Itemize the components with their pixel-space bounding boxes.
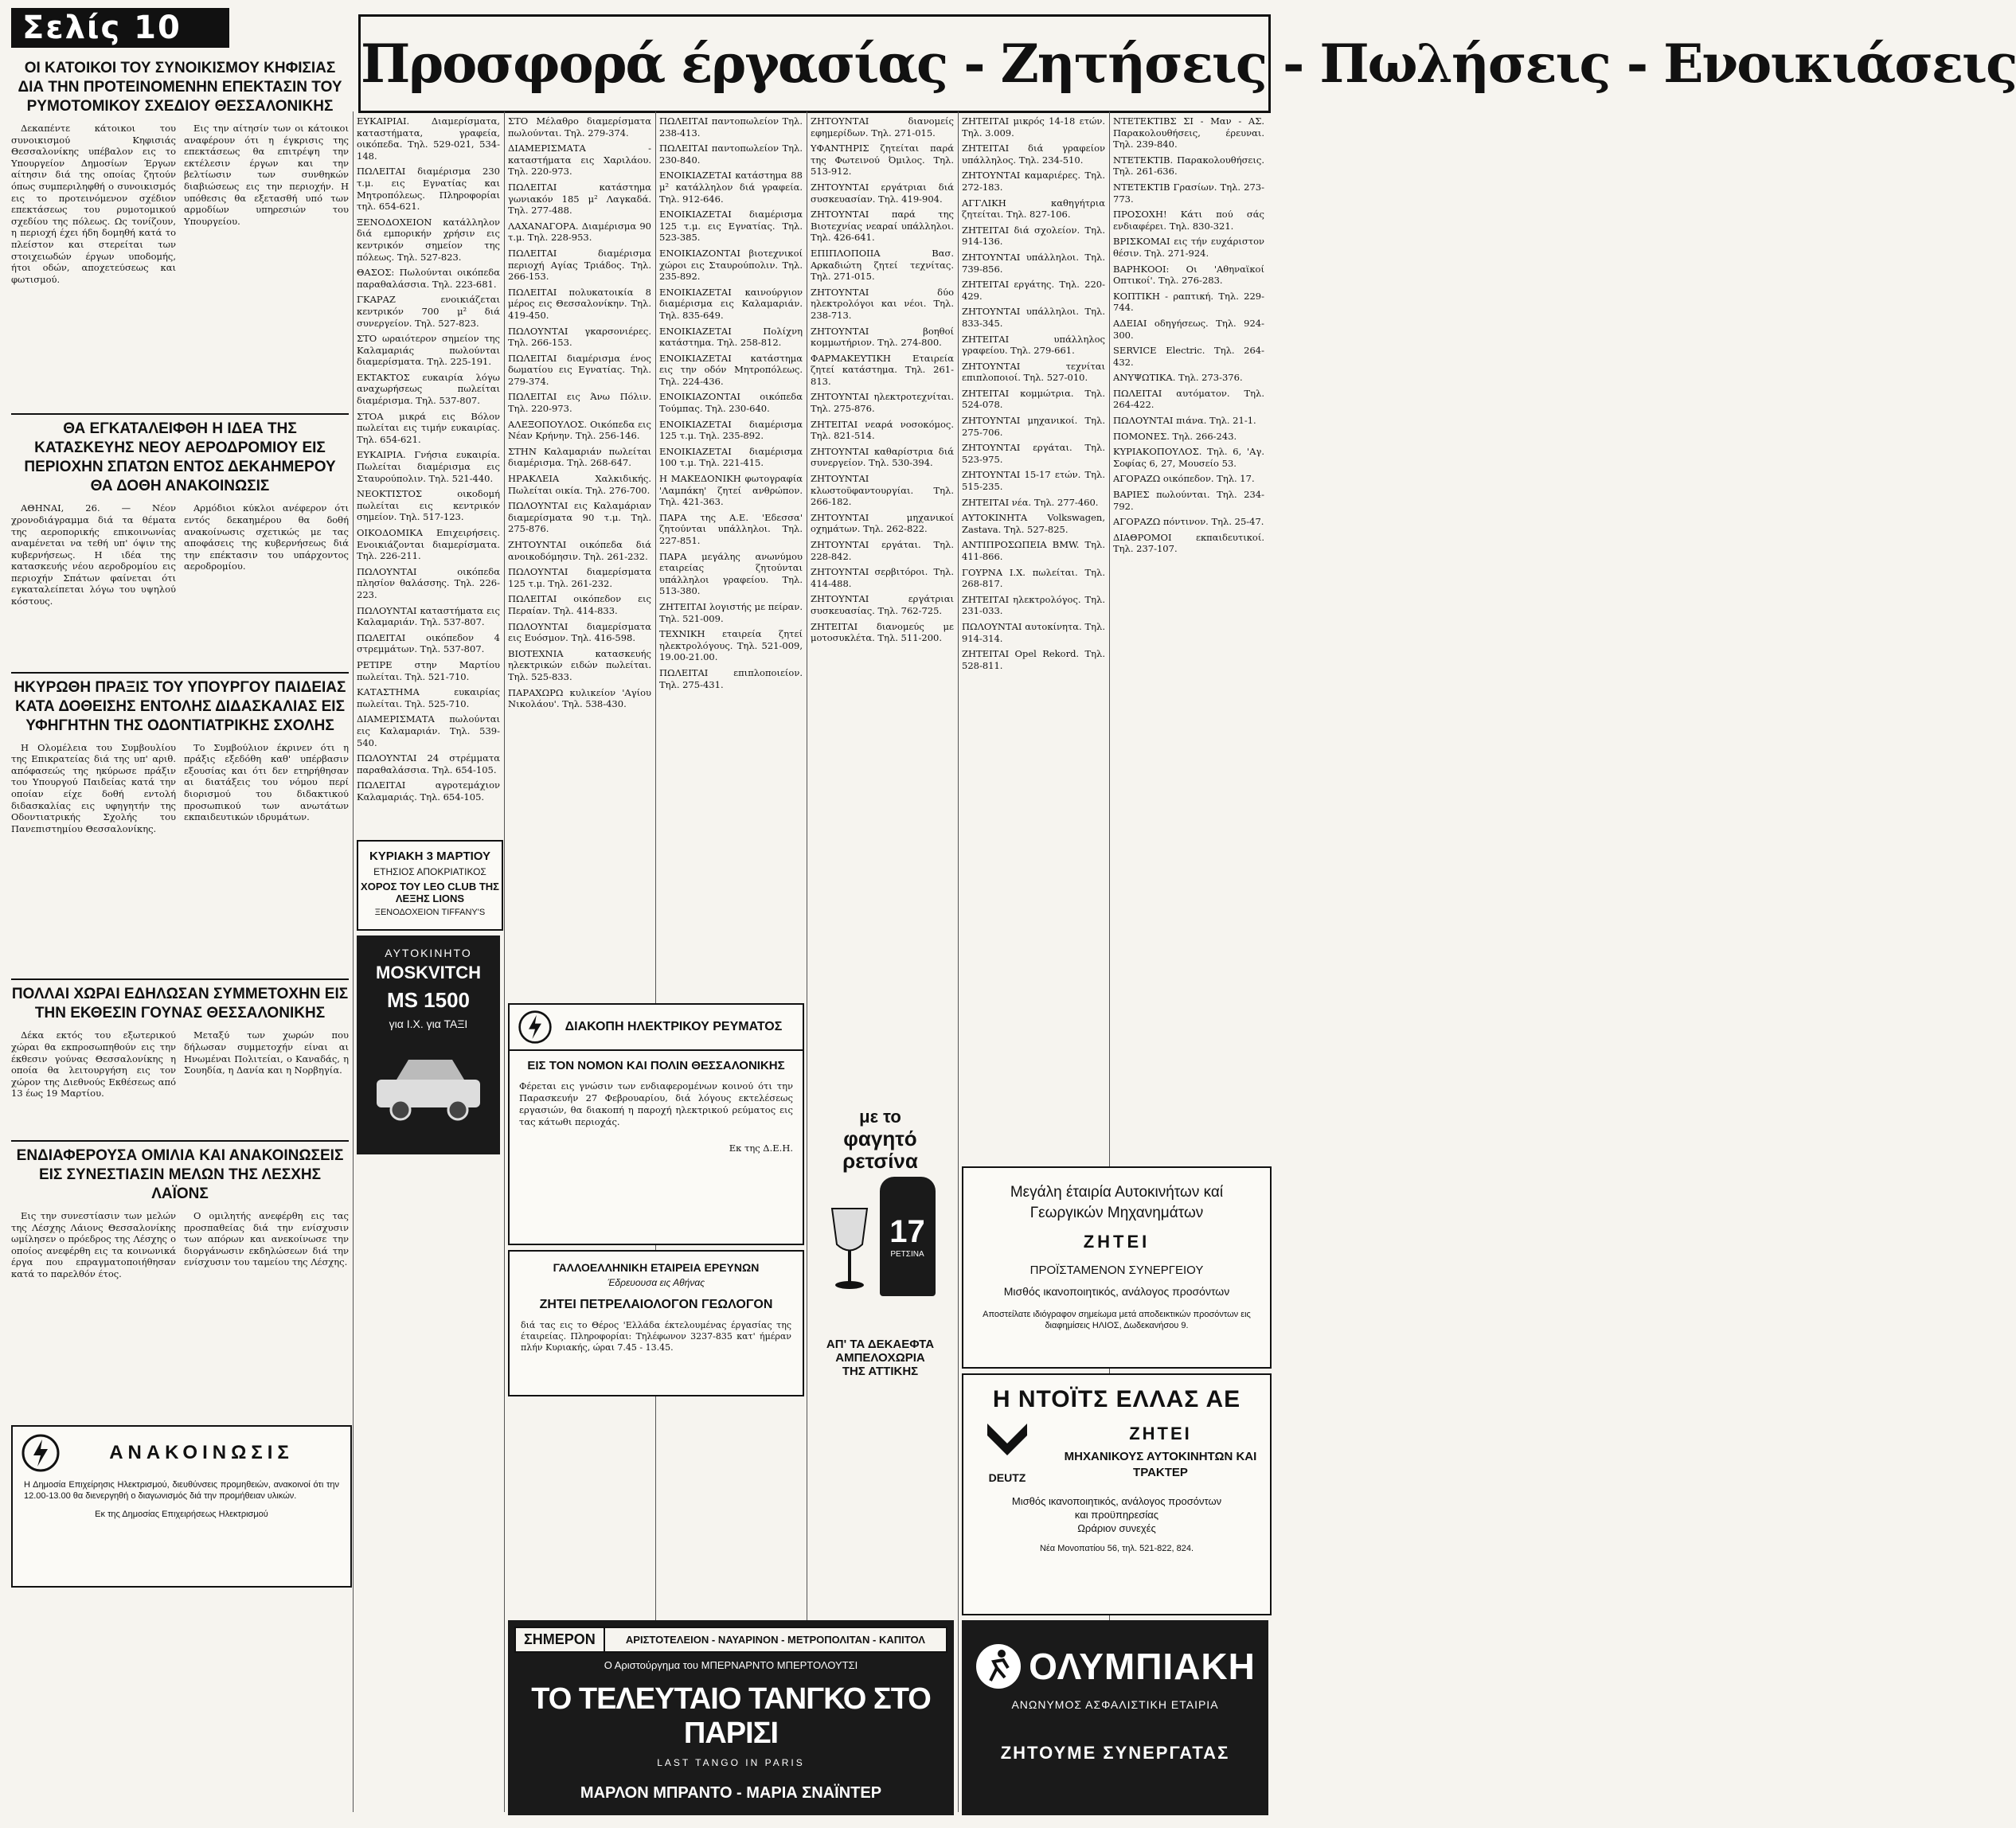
classified-ad: ΖΗΤΟΥΝΤΑΙ εργάται. Τηλ. 523-975. [962, 442, 1105, 465]
classified-ad: ΖΗΤΕΙΤΑΙ διανομεύς με μοτοσυκλέτα. Τηλ. 511-200. [811, 620, 954, 644]
article-4-headline: ΠΟΛΛΑΙ ΧΩΡΑΙ ΕΔΗΛΩΣΑΝ ΣΥΜΜΕΤΟΧΗΝ ΕΙΣ ΤΗΝ ΕΚΘΕΣΙΝ ΓΟΥΝΑΣ ΘΕΣΣΑΛΟΝΙΚΗΣ [11, 986, 349, 1022]
article-1-text-right: Εις την αίτησίν των οι κάτοικοι αναφέρουν ότι η έγκρισις της επεκτάσεως θα επιτρέψη την εκτέλεσιν έργων και την βελτίωσιν των συνθηκών διαβιώσεως εις την περιοχήν. Η υπόθεσις θα εξετασθή υπό των αρμοδίων υπηρεσιών του Υπουργείου. [184, 123, 349, 227]
wine-glass-icon [826, 1201, 873, 1296]
classified-ad: ΖΗΤΟΥΝΤΑΙ τεχνίται επιπλοποιοί. Τηλ. 527-010. [962, 360, 1105, 384]
column-divider [504, 111, 505, 1812]
classified-ad: ΑΓΟΡΑΖΩ οικόπεδον. Τηλ. 17. [1113, 473, 1255, 485]
article-3-text-right: Το Συμβούλιον έκρινεν ότι η πράξις εξεδόθη καθ' υπέρβασιν εξουσίας και ότι δεν ετηρήθησαν αι διατάξεις του νόμου περί διορισμού του διδακτικού προσωπικού των ανωτάτων εκπαιδευτικών ιδρυμάτων. [184, 741, 349, 823]
retsina-footer-2: ΑΜΠΕΛΟΧΩΡΙΑ [835, 1351, 925, 1365]
classified-ad: ΑΝΥΨΩΤΙΚΑ. Τηλ. 273-376. [1113, 372, 1243, 384]
classified-ad: ΑΓΟΡΑΖΩ πόντινον. Τηλ. 25-47. [1113, 516, 1264, 528]
retsina-line-3: ρετσίνα [842, 1149, 918, 1173]
classified-ad: ΖΗΤΟΥΝΤΑΙ εργάτριαι διά συσκευασίαν. Τηλ. 419-904. [811, 181, 954, 205]
classified-ad: ΖΗΤΟΥΝΤΑΙ εργάτριαι συσκευασίας. Τηλ. 762-725. [811, 593, 954, 616]
classified-ad: ΒΙΟΤΕΧΝΙΑ κατασκευής ηλεκτρικών ειδών πωλείται. Τηλ. 525-833. [508, 647, 651, 682]
retsina-number: 17 [889, 1214, 925, 1249]
deutz-job-ad [962, 1373, 1272, 1615]
classified-ad: ΕΝΟΙΚΙΑΖΟΝΤΑΙ βιοτεχνικοί χώροι εις Σταυρούπολιν. Τηλ. 235-892. [659, 247, 803, 283]
cinema-ad [508, 1620, 954, 1815]
classified-ad: ΠΩΛΟΥΝΤΑΙ οικόπεδα πλησίον θαλάσσης. Τηλ. 226-223. [357, 565, 500, 600]
runner-logo-icon [975, 1642, 1022, 1690]
retsina-ad [807, 1107, 954, 1334]
classifieds-column-6 [1113, 115, 1264, 1166]
classified-ad: ΓΟΥΡΝΑ I.X. πωλείται. Τηλ. 268-817. [962, 566, 1105, 590]
classified-ad: ΠΩΛΕΙΤΑΙ αγροτεμάχιον Καλαμαριάς. Τηλ. 654-105. [357, 779, 500, 803]
classified-ad: ΚΥΡΙΑΚΟΠΟΥΛΟΣ. Τηλ. 6, 'Αγ. Σοφίας 6, 27, Μουσείο 53. [1113, 446, 1264, 469]
news-column [11, 56, 349, 1417]
classified-ad: ΒΑΡΗΚΟΟΙ: Οι 'Αθηναϊκοί Οπτικοί'. Τηλ. 276-283. [1113, 263, 1264, 287]
classified-ad: ΖΗΤΟΥΝΤΑΙ μηχανικοί οχημάτων. Τηλ. 262-822. [811, 511, 954, 535]
classified-ad: ΖΗΤΟΥΝΤΑΙ παρά της Βιοτεχνίας νεαραί υπάλληλοι. Τηλ. 426-641. [811, 209, 954, 244]
classified-ad: ΠΩΛΕΙΤΑΙ κατάστημα γωνιακόν 185 μ² Λαγκαδά. Τηλ. 277-488. [508, 181, 651, 217]
classified-ad: ΣΤΟ ωραιότερον σημείον της Καλαμαριάς πωλούνται διαμερίσματα. Τηλ. 225-191. [357, 333, 500, 368]
classified-ad: ΠΩΛΟΥΝΤΑΙ γκαρσονιέρες. Τηλ. 266-153. [508, 325, 651, 349]
classified-ad: ΕΝΟΙΚΙΑΖΕΤΑΙ διαμέρισμα 100 τ.μ. Τηλ. 221-415. [659, 445, 803, 469]
classified-ad: ΒΑΡΙΕΣ πωλούνται. Τηλ. 234-792. [1113, 489, 1264, 512]
classified-ad: SERVICE Electric. Τηλ. 264-432. [1113, 345, 1264, 368]
classified-ad: ΔΙΑΜΕΡΙΣΜΑΤΑ πωλούνται εις Καλαμαριάν. Τηλ. 539-540. [357, 713, 500, 748]
classified-ad: ΖΗΤΟΥΝΤΑΙ ηλεκτροτεχνίται. Τηλ. 275-876. [811, 391, 954, 415]
retsina-bottle-label: ΡΕΤΣΙΝΑ [890, 1250, 924, 1259]
classified-ad: ΡΕΤΙΡΕ στην Μαρτίου πωλείται. Τηλ. 521-710. [357, 658, 500, 682]
article-3-text-left: Η Ολομέλεια του Συμβουλίου της Επικρατείας διά της υπ' αριθ. απόφασεώς της ηκύρωσε πράξιν του Υπουργού Παιδείας κατά την οποίαν είχε δοθή εντολή διδασκαλίας εις υφηγητήν της Οδοντιατρικής Σχολής του Πανεπιστημίου Θεσσαλονίκης. [11, 741, 176, 834]
classified-ad: ΣΤΟ Μέλαθρο διαμερίσματα πωλούνται. Τηλ. 279-374. [508, 115, 651, 139]
classified-ad: ΖΗΤΟΥΝΤΑΙ βοηθοί κομμωτήριον. Τηλ. 274-800. [811, 325, 954, 349]
classified-ad: ΖΗΤΕΙΤΑΙ εργάτης. Τηλ. 220-429. [962, 279, 1105, 302]
classified-ad: ΖΗΤΕΙΤΑΙ διά σχολείον. Τηλ. 914-136. [962, 224, 1105, 248]
classified-ad: ΕΥΚΑΙΡΙΑΙ. Διαμερίσματα, καταστήματα, γραφεία, οικόπεδα. Τηλ. 529-021, 534-148. [357, 115, 500, 162]
classifieds-column-2 [508, 115, 651, 995]
oil-company-location: Έδρευουσα εις Αθήνας [607, 1277, 705, 1288]
olympic-brand: ΟΛΥΜΠΙΑΚΗ [1029, 1646, 1256, 1687]
classified-ad: ΑΔΕΙΑΙ οδηγήσεως. Τηλ. 924-300. [1113, 317, 1264, 341]
classifieds-column-4 [811, 115, 954, 1095]
cinema-title: ΤΟ ΤΕΛΕΥΤΑΙΟ ΤΑΝΓΚΟ ΣΤΟ ΠΑΡΙΣΙ [531, 1682, 931, 1750]
power-outage-notice [508, 1003, 804, 1245]
deutz-logo-icon [979, 1420, 1035, 1467]
classified-ad: ΖΗΤΟΥΝΤΑΙ οικόπεδα διά ανοικοδόμησιν. Τηλ. 261-232. [508, 539, 651, 562]
classified-ad: ΠΩΛΕΙΤΑΙ επιπλοποιείον. Τηλ. 275-431. [659, 666, 803, 690]
olympic-insurance-ad [962, 1620, 1268, 1815]
article-4-text-left: Δέκα εκτός του εξωτερικού χώραι θα εκπροσωπηθούν εις την έκθεσιν γούνας Θεσσαλονίκης η οποία θα λειτουργήση εις τον χώρον της Διεθνούς Εκθέσεως από 13 έως 19 Μαρτίου. [11, 1029, 176, 1100]
article-2-text-right: Αρμόδιοι κύκλοι ανέφερον ότι εντός δεκαημέρου θα δοθή ανακοίνωσις σχετικώς με τας αποφάσεις της κυβερνήσεως διά την επέκτασιν του υπάρχοντος αεροδρομίου. [184, 502, 349, 572]
classified-ad: ΑΛΕΞΟΠΟΥΛΟΣ. Οικόπεδα εις Νέαν Κρήνην. Τηλ. 256-146. [508, 418, 651, 442]
dei-logo-icon [518, 1010, 553, 1045]
moskvitch-label: ΑΥΤΟΚΙΝΗΤΟ [385, 947, 472, 959]
classified-ad: ΠΩΛΕΙΤΑΙ παντοπωλείον Τηλ. 230-840. [659, 143, 803, 166]
classified-ad: ΠΩΛΟΥΝΤΑΙ αυτοκίνητα. Τηλ. 914-314. [962, 620, 1105, 644]
deutz-seeks: ΖΗΤΕΙ [1129, 1423, 1192, 1443]
classified-ad: ΠΩΛΕΙΤΑΙ οικόπεδον εις Περαίαν. Τηλ. 414-833. [508, 593, 651, 616]
power-outage-area: ΕΙΣ ΤΟΝ ΝΟΜΟΝ ΚΑΙ ΠΟΛΙΝ ΘΕΣΣΑΛΟΝΙΚΗΣ [527, 1059, 785, 1072]
page-number-label: Σελίς 10 [11, 8, 229, 48]
classified-ad: ΖΗΤΕΙΤΑΙ μικρός 14-18 ετών. Τηλ. 3.009. [962, 115, 1105, 139]
deutz-company: Η ΝΤΟΪΤΣ ΕΛΛΑΣ ΑΕ [992, 1386, 1241, 1412]
classified-ad: ΛΑΧΑΝΑΓΟΡΑ. Διαμέρισμα 90 τ.μ. Τηλ. 228-953. [508, 220, 651, 244]
car-company-contact: Αποστείλατε ιδιόγραφον σημείωμα μετά αποδεικτικών προσόντων εις διαφημίσεις ΗΛΙΟΣ, Δωδεκανήσου 9. [983, 1310, 1251, 1330]
classified-ad: ΖΗΤΟΥΝΤΑΙ διανομείς εφημερίδων. Τηλ. 271-015. [811, 115, 954, 139]
retsina-footer [807, 1338, 954, 1393]
classified-ad: ΝΤΕΤΕΚΤΙΒ. Παρακολουθήσεις. Τηλ. 261-636. [1113, 154, 1264, 178]
classified-ad: ΠΩΛΕΙΤΑΙ πολυκατοικία 8 μέρος εις Θεσσαλονίκην. Τηλ. 419-450. [508, 286, 651, 321]
oil-company-name: ΓΑΛΛΟΕΛΛΗΝΙΚΗ ΕΤΑΙΡΕΙΑ ΕΡΕΥΝΩΝ [553, 1261, 760, 1274]
classified-ad: ΝΤΕΤΕΚΤΙΒ Γρασίων. Τηλ. 273-773. [1113, 181, 1264, 205]
classified-ad: ΠΩΛΟΥΝΤΑΙ καταστήματα εις Καλαμαριάν. Τηλ. 537-807. [357, 604, 500, 628]
announcement-body: Η Δημοσία Επιχείρησις Ηλεκτρισμού, διευθύνσεις προμηθειών, ανακοινοί ότι την 12.00-13.00 θα διενεργηθή ο διαγωνισμός διά την προμήθειαν υλικών. [24, 1480, 339, 1501]
classified-ad: ΗΡΑΚΛΕΙΑ Χαλκιδικής. Πωλείται οικία. Τηλ. 276-700. [508, 473, 651, 496]
article-5-headline: ΕΝΔΙΑΦΕΡΟΥΣΑ ΟΜΙΛΙΑ ΚΑΙ ΑΝΑΚΟΙΝΩΣΕΙΣ ΕΙΣ ΣΥΝΕΣΤΙΑΣΙΝ ΜΕΛΩΝ ΤΗΣ ΛΕΣΧΗΣ ΛΑΪΟΝΣ [16, 1146, 344, 1202]
classified-ad: ΠΡΟΣΟΧΗ! Κάτι πού σάς ενδιαφέρει. Τηλ. 830-321. [1113, 209, 1264, 232]
oil-position: ΖΗΤΕΙ ΠΕΤΡΕΛΑΙΟΛΟΓΟΝ ΓΕΩΛΟΓΟΝ [539, 1298, 773, 1311]
classifieds-column-1 [357, 115, 500, 832]
classified-ad: ΕΝΟΙΚΙΑΖΕΤΑΙ καινούργιον διαμέρισμα εις Καλαμαριάν. Τηλ. 835-649. [659, 286, 803, 321]
lions-venue: ΞΕΝΟΔΟΧΕΙΟΝ TIFFANY'S [374, 908, 486, 917]
article-4-text-right: Μεταξύ των χωρών που δήλωσαν συμμετοχήν είναι αι Ηνωμέναι Πολιτείαι, ο Καναδάς, η Σουηδία, η Δανία και η Νορβηγία. [184, 1029, 349, 1076]
oil-details: διά τας εις το Θέρος 'Ελλάδα έκτελουμένας έργασίας της έταιρείας. Πληροφορίαι: Τηλέφωνον 3237-835 κατ' ήμέραν πλήν Κυριακής, ώραι 7.45 - 13.45. [521, 1320, 791, 1353]
classified-ad: ΕΝΟΙΚΙΑΖΕΤΑΙ Πολίχνη κατάστημα. Τηλ. 258-812. [659, 325, 803, 349]
moskvitch-car-ad [357, 935, 500, 1154]
olympic-slogan: ΖΗΤΟΥΜΕ ΣΥΝΕΡΓΑΤΑΣ [1000, 1743, 1230, 1763]
classified-ad: ΚΑΤΑΣΤΗΜΑ ευκαιρίας πωλείται. Τηλ. 525-710. [357, 686, 500, 709]
article-separator [11, 413, 349, 415]
cinema-subtitle: LAST TANGO IN PARIS [657, 1757, 805, 1768]
article-2-headline: ΘΑ ΕΓΚΑΤΑΛΕΙΦΘΗ Η ΙΔΕΑ ΤΗΣ ΚΑΤΑΣΚΕΥΗΣ ΝΕΟΥ ΑΕΡΟΔΡΟΜΙΟΥ ΕΙΣ ΠΕΡΙΟΧΗΝ ΣΠΑΤΩΝ ΕΝΤΟΣ ΔΕΚΑΗΜΕΡΟΥ ΘΑ ΔΟΘΗ ΑΝΑΚΟΙΝΩΣΙΣ [24, 420, 336, 495]
classifieds-column-5 [962, 115, 1105, 1158]
olympic-subtitle: ΑΝΩΝΥΜΟΣ ΑΣΦΑΛΙΣΤΙΚΗ ΕΤΑΙΡΙΑ [1011, 1698, 1219, 1711]
deutz-hours: Ωράριον συνεχές [1077, 1522, 1156, 1534]
dei-announcement-box [11, 1425, 352, 1588]
moskvitch-slogan: για Ι.Χ. για ΤΑΞΙ [389, 1018, 468, 1030]
cinema-director: Ο Αριστούργημα του ΜΠΕΡΝΑΡΝΤΟ ΜΠΕΡΤΟΛΟΥΤΣΙ [604, 1659, 858, 1671]
article-1-headline: ΟΙ ΚΑΤΟΙΚΟΙ ΤΟΥ ΣΥΝΟΙΚΙΣΜΟΥ ΚΗΦΙΣΙΑΣ ΔΙΑ ΤΗΝ ΠΡΟΤΕΙΝΟΜΕΝΗΝ ΕΠΕΚΤΑΣΙΝ ΤΟΥ ΡΥΜΟΤΟΜΙΚΟΥ ΣΧΕΔΙΟΥ ΘΕΣΣΑΛΟΝΙΚΗΣ [18, 60, 342, 115]
power-outage-title: ΔΙΑΚΟΠΗ ΗΛΕΚΤΡΙΚΟΥ ΡΕΥΜΑΤΟΣ [565, 1020, 783, 1033]
classified-ad: ΔΙΑΘΡΟΜΟΙ εκπαιδευτικοί. Τηλ. 237-107. [1113, 531, 1264, 555]
lions-subtitle: ΕΤΗΣΙΟΣ ΑΠΟΚΡΙΑΤΙΚΟΣ [373, 866, 486, 877]
article-3-headline: ΗΚΥΡΩΘΗ ΠΡΑΞΙΣ ΤΟΥ ΥΠΟΥΡΓΟΥ ΠΑΙΔΕΙΑΣ ΚΑΤΑ ΔΟΘΕΙΣΗΣ ΕΝΤΟΛΗΣ ΔΙΔΑΣΚΑΛΙΑΣ ΕΙΣ ΥΦΗΓΗΤΗΝ ΤΗΣ ΟΔΟΝΤΙΑΤΡΙΚΗΣ ΣΧΟΛΗΣ [14, 678, 346, 734]
deutz-experience: και προϋπηρεσίας [1074, 1509, 1159, 1521]
classified-ad: ΖΗΤΟΥΝΤΑΙ κλωστοϋφαντουργίαι. Τηλ. 266-182. [811, 473, 954, 508]
classified-ad: ΠΩΛΕΙΤΑΙ αυτόματον. Τηλ. 264-422. [1113, 387, 1264, 411]
classified-ad: ΚΟΠΤΙΚΗ - ραπτική. Τηλ. 229-744. [1113, 290, 1264, 314]
classified-ad: ΤΕΧΝΙΚΗ εταιρεία ζητεί ηλεκτρολόγους. Τηλ. 521-009, 19.00-21.00. [659, 628, 803, 663]
column-divider [958, 111, 959, 1812]
announcement-title: ΑΝΑΚΟΙΝΩΣΙΣ [109, 1442, 294, 1463]
car-company-seeks: ΖΗΤΕΙ [1083, 1232, 1151, 1252]
classified-ad: ΖΗΤΟΥΝΤΑΙ 15-17 ετών. Τηλ. 515-235. [962, 469, 1105, 493]
article-separator [11, 1140, 349, 1142]
classified-ad: ΕΝΟΙΚΙΑΖΟΝΤΑΙ οικόπεδα Τούμπας. Τηλ. 230-640. [659, 391, 803, 415]
classified-ad: ΖΗΤΟΥΝΤΑΙ δύο ηλεκτρολόγοι και νέοι. Τηλ. 238-713. [811, 286, 954, 321]
lions-event: ΧΟΡΟΣ ΤΟΥ LEO CLUB ΤΗΣ ΛΕΞΗΣ LIONS [361, 881, 499, 904]
classified-ad: ΠΑΡΑΧΩΡΩ κυλικείον 'Αγίου Νικολάου'. Τηλ. 538-430. [508, 686, 651, 710]
car-company-position: ΠΡΟΪΣΤΑΜΕΝΟΝ ΣΥΝΕΡΓΕΙΟΥ [1029, 1264, 1204, 1277]
moskvitch-model: MS 1500 [386, 988, 471, 1012]
classified-ad: ΥΦΑΝΤΗΡΙΣ ζητείται παρά της Φωτεινού Όμιλος. Τηλ. 513-912. [811, 143, 954, 178]
classified-ad: ΖΗΤΕΙΤΑΙ κομμώτρια. Τηλ. 524-078. [962, 387, 1105, 411]
classified-ad: ΖΗΤΟΥΝΤΑΙ καθαρίστρια διά συνεργείον. Τηλ. 530-394. [811, 445, 954, 469]
cinema-stars: ΜΑΡΛΟΝ ΜΠΡΑΝΤΟ - ΜΑΡΙΑ ΣΝΑΪΝΤΕΡ [580, 1784, 882, 1802]
classified-ad: ΖΗΤΕΙΤΑΙ Opel Rekord. Τηλ. 528-811. [962, 648, 1105, 671]
article-2-text-left: ΑΘΗΝΑΙ, 26. — Νέον χρονοδιάγραμμα διά τα θέματα της αεροπορικής επικοινωνίας αναμένεται να τεθή υπ' όψιν της κυβερνήσεως. Η ιδέα της κατασκευής νέου αεροδρομίου εις περιοχήν Σπάτων φαίνεται ότι εγκαταλείπεται λόγω του υψηλού κόστους. [11, 502, 176, 607]
article-5-text-right: Ο ομιλητής ανεφέρθη εις τας προσπαθείας διά την ενίσχυσιν των απόρων και ανεκοίνωσε την διοργάνωσιν εκδηλώσεων διά την ενίσχυσιν του ταμείου της Λέσχης. [184, 1209, 349, 1268]
classified-ad: Η ΜΑΚΕΔΟΝΙΚΗ φωτογραφία 'Λαμπάκη' ζητεί ανθρώπον. Τηλ. 421-363. [659, 473, 803, 508]
classified-ad: ΑΝΤΙΠΡΟΣΩΠΕΙΑ BMW. Τηλ. 411-866. [962, 539, 1105, 562]
retsina-line-2: φαγητό [843, 1127, 917, 1150]
classified-ad: ΖΗΤΟΥΝΤΑΙ υπάλληλοι. Τηλ. 739-856. [962, 251, 1105, 275]
article-separator [11, 672, 349, 674]
classified-ad: ΓΚΑΡΑΖ ενοικιάζεται κεντρικόν 700 μ² διά συνεργείον. Τηλ. 527-823. [357, 294, 500, 329]
classified-ad: ΖΗΤΕΙΤΑΙ ηλεκτρολόγος. Τηλ. 231-033. [962, 593, 1105, 617]
retsina-footer-1: ΑΠ' ΤΑ ΔΕΚΑΕΦΤΑ [826, 1338, 935, 1351]
classified-ad: ΠΟΜΟΝΕΣ. Τηλ. 266-243. [1113, 430, 1237, 442]
classified-ad: ΠΑΡΑ της Α.Ε. 'Εδεσσα' ζητούνται υπάλληλοι. Τηλ. 227-851. [659, 511, 803, 546]
classified-ad: ΠΩΛΟΥΝΤΑΙ διαμερίσματα 125 τ.μ. Τηλ. 261-232. [508, 566, 651, 589]
classified-ad: ΝΤΕΤΕΚΤΙΒΣ ΣΙ - Μαν - ΑΣ. Παρακολουθήσεις, έρευναι. Τηλ. 239-840. [1113, 115, 1264, 150]
classified-ad: ΕΝΟΙΚΙΑΖΕΤΑΙ διαμέρισμα 125 τ.μ. Τηλ. 235-892. [659, 418, 803, 442]
classified-ad: ΖΗΤΟΥΝΤΑΙ υπάλληλοι. Τηλ. 833-345. [962, 306, 1105, 329]
car-company-job-ad [962, 1166, 1272, 1369]
lions-dance-ad [357, 840, 503, 931]
classified-ad: ΠΩΛΟΥΝΤΑΙ πιάνα. Τηλ. 21-1. [1113, 415, 1256, 427]
classified-ad: ΠΩΛΕΙΤΑΙ διαμέρισμα περιοχή Αγίας Τριάδος. Τηλ. 266-153. [508, 247, 651, 283]
classified-ad: ΖΗΤΕΙΤΑΙ διά γραφείον υπάλληλος. Τηλ. 234-510. [962, 143, 1105, 166]
retsina-line-1: με το [859, 1107, 901, 1127]
classified-ad: ΑΥΤΟΚΙΝΗΤΑ Volkswagen, Zastava. Τηλ. 527-825. [962, 512, 1105, 535]
classified-ad: ΑΓΓΛΙΚΗ καθηγήτρια ζητείται. Τηλ. 827-106. [962, 197, 1105, 221]
classified-ad: ΒΡΙΣΚΟΜΑΙ εις τήν ευχάριστον θέσιν. Τηλ. 271-924. [1113, 236, 1264, 259]
classified-ad: ΖΗΤΟΥΝΤΑΙ καμαριέρες. Τηλ. 272-183. [962, 170, 1105, 193]
classified-ad: ΕΝΟΙΚΙΑΖΕΤΑΙ διαμέρισμα 125 τ.μ. εις Εγνατίας. Τηλ. 523-385. [659, 209, 803, 244]
classified-ad: ΘΑΣΟΣ: Πωλούνται οικόπεδα παραθαλάσσια. Τηλ. 223-681. [357, 267, 500, 290]
deutz-position: ΜΗΧΑΝΙΚΟΥΣ ΑΥΤΟΚΙΝΗΤΩΝ ΚΑΙ ΤΡΑΚΤΕΡ [1064, 1449, 1257, 1479]
column-divider [353, 111, 354, 1812]
geologist-job-ad [508, 1250, 804, 1396]
classified-ad: ΠΩΛΟΥΝΤΑΙ 24 στρέμματα παραθαλάσσια. Τηλ. 654-105. [357, 752, 500, 775]
classified-ad: ΠΑΡΑ μεγάλης ανωνύμου εταιρείας ζητούνται υπάλληλοι γραφείου. Τηλ. 513-380. [659, 550, 803, 597]
classified-ad: ΞΕΝΟΔΟΧΕΙΟΝ κατάλληλον διά εμπορικήν χρήσιν εις κεντρικόν σημείον της πόλεως. Τηλ. 527-823. [357, 216, 500, 263]
deutz-logo-text: DEUTZ [988, 1471, 1026, 1484]
cinema-venues: ΑΡΙΣΤΟΤΕΛΕΙΟΝ - ΝΑΥΑΡΙΝΟΝ - ΜΕΤΡΟΠΟΛΙΤΑΝ - ΚΑΠΙΤΟΛ [625, 1634, 925, 1646]
column-divider [655, 111, 656, 1812]
classified-ad: ΖΗΤΕΙΤΑΙ νεαρά νοσοκόμος. Τηλ. 821-514. [811, 418, 954, 442]
classified-ad: ΖΗΤΕΙΤΑΙ υπάλληλος γραφείου. Τηλ. 279-661. [962, 333, 1105, 357]
classified-ad: ΖΗΤΟΥΝΤΑΙ εργάται. Τηλ. 228-842. [811, 539, 954, 562]
classified-ad: ΠΩΛΕΙΤΑΙ οικόπεδον 4 στρεμμάτων. Τηλ. 537-807. [357, 631, 500, 655]
classified-ad: ΖΗΤΕΙΤΑΙ νέα. Τηλ. 277-460. [962, 496, 1099, 508]
car-company-title: Μεγάλη έταιρία Αυτοκινήτων καί Γεωργικών Μηχανημάτων [1010, 1184, 1224, 1221]
classified-ad: ΟΙΚΟΔΟΜΙΚΑ Επιχειρήσεις. Ενοικιάζονται διαμερίσματα. Τηλ. 226-211. [357, 527, 500, 562]
classifieds-column-3 [659, 115, 803, 995]
power-outage-body: Φέρεται εις γνώσιν των ενδιαφερομένων κοινού ότι την Παρασκευήν 27 Φεβρουαρίου, διά λόγους εκτελέσεως εργασιών, θα διακοπή η παροχή ηλεκτρικού ρεύματος εις τας κάτωθι περιοχάς. [519, 1080, 793, 1127]
classified-ad: ΠΩΛΟΥΝΤΑΙ εις Καλαμάριαν διαμερίσματα 90 τ.μ. Τηλ. 275-876. [508, 500, 651, 535]
classified-ad: ΔΙΑΜΕΡΙΣΜΑΤΑ - καταστήματα εις Χαριλάου. Τηλ. 220-973. [508, 143, 651, 178]
classified-ad: ΠΩΛΕΙΤΑΙ παντοπωλείον Τηλ. 238-413. [659, 115, 803, 139]
article-1-text-left: Δεκαπέντε κάτοικοι του συνοικισμού Κηφισιάς Θεσσαλονίκης υπέβαλον εις το Υπουργείον Δημοσίων Έργων αίτησιν διά της οποίας ζητούν όπως συμπεριληφθή ο συνοικισμός εις το προτεινόμενον σχέδιον επεκτάσεως του ρυμοτομικού σχεδίου της πόλεως. Ως τονίζουν, η περιοχή έχει ήδη δομηθή κατά το πλείστον και στερείται των στοιχειωδών έργων υποδομής, ήτοι οδών, αποχετεύσεως και φωτισμού. [11, 123, 176, 285]
classified-ad: ΖΗΤΟΥΝΤΑΙ σερβιτόροι. Τηλ. 414-488. [811, 566, 954, 589]
classified-ad: ΕΠΙΠΛΟΠΟΙΙΑ Βασ. Αρκαδιώτη ζητεί τεχνίτας. Τηλ. 271-015. [811, 247, 954, 283]
article-separator [11, 978, 349, 980]
article-5-text-left: Εις την συνεστίασιν των μελών της Λέσχης Λάιονς Θεσσαλονίκης ωμίλησεν ο πρόεδρος της Λέσχης ο οποίος ανεφέρθη εις τα κοινωνικά έργα που επραγματοποιήθησαν κατά το παρελθόν έτος. [11, 1209, 176, 1279]
classified-ad: ΕΝΟΙΚΙΑΖΕΤΑΙ κατάστημα 88 μ² κατάλληλον διά γραφεία. Τηλ. 912-646. [659, 170, 803, 205]
retsina-bottle [880, 1177, 936, 1296]
car-company-salary: Μισθός ικανοποιητικός, ανάλογος προσόντων [1003, 1285, 1230, 1298]
lions-date: ΚΥΡΙΑΚΗ 3 ΜΑΡΤΙΟΥ [369, 850, 491, 863]
classified-ad: ΠΩΛΕΙΤΑΙ διαμέρισμα 230 τ.μ. εις Εγνατίας και Μητροπόλεως. Πληροφορίαι τηλ. 654-621. [357, 166, 500, 213]
deutz-contact: Νέα Μονοπατίου 56, τηλ. 521-822, 824. [1039, 1544, 1194, 1553]
moskvitch-brand: MOSKVITCH [376, 963, 481, 982]
classifieds-banner: Προσφορά έργασίας - Ζητήσεις - Πωλήσεις - Ενοικιάσεις [358, 14, 1271, 113]
dei-logo-icon [21, 1433, 61, 1473]
classified-ad: ΕΥΚΑΙΡΙΑ. Γνήσια ευκαιρία. Πωλείται διαμέρισμα εις Σταυρούπολιν. Τηλ. 521-440. [357, 449, 500, 484]
classified-ad: ΣΤΟΑ μικρά εις Βόλον πωλείται εις τιμήν ευκαιρίας. Τηλ. 654-621. [357, 410, 500, 445]
classified-ad: ΠΩΛΕΙΤΑΙ εις Άνω Πόλιν. Τηλ. 220-973. [508, 391, 651, 415]
classified-ad: ΕΝΟΙΚΙΑΖΕΤΑΙ κατάστημα εις την οδόν Μητροπόλεως. Τηλ. 224-436. [659, 352, 803, 387]
announcement-signature: Εκ της Δημοσίας Επιχειρήσεως Ηλεκτρισμού [95, 1510, 268, 1519]
power-outage-signature: Εκ της Δ.Ε.Η. [729, 1142, 793, 1154]
deutz-salary: Μισθός ικανοποιητικός, ανάλογος προσόντων [1011, 1495, 1222, 1507]
classified-ad: ΖΗΤΕΙΤΑΙ λογιστής με πείραν. Τηλ. 521-009. [659, 600, 803, 624]
classified-ad: ΣΤΗΝ Καλαμαριάν πωλείται διαμέρισμα. Τηλ. 268-647. [508, 445, 651, 469]
classified-ad: ΠΩΛΕΙΤΑΙ διαμέρισμα ένος δωματίου εις Εγνατίας. Τηλ. 279-374. [508, 352, 651, 387]
classified-ad: ΦΑΡΜΑΚΕΥΤΙΚΗ Εταιρεία ζητεί κατάστημα. Τηλ. 261-813. [811, 352, 954, 387]
classified-ad: ΠΩΛΟΥΝΤΑΙ διαμερίσματα εις Ευόσμον. Τηλ. 416-598. [508, 620, 651, 644]
classified-ad: ΖΗΤΟΥΝΤΑΙ μηχανικοί. Τηλ. 275-706. [962, 415, 1105, 438]
car-illustration-icon [369, 1040, 488, 1127]
classified-ad: ΝΕΟΚΤΙΣΤΟΣ οικοδομή πωλείται εις κεντρικόν σημείον. Τηλ. 517-123. [357, 488, 500, 523]
classified-ad: ΕΚΤΑΚΤΟΣ ευκαιρία λόγω αναχωρήσεως πωλείται διαμέρισμα. Τηλ. 537-807. [357, 371, 500, 407]
cinema-today-label: ΣΗΜΕΡΟΝ [516, 1628, 605, 1651]
retsina-footer-3: ΤΗΣ ΑΤΤΙΚΗΣ [842, 1365, 919, 1378]
